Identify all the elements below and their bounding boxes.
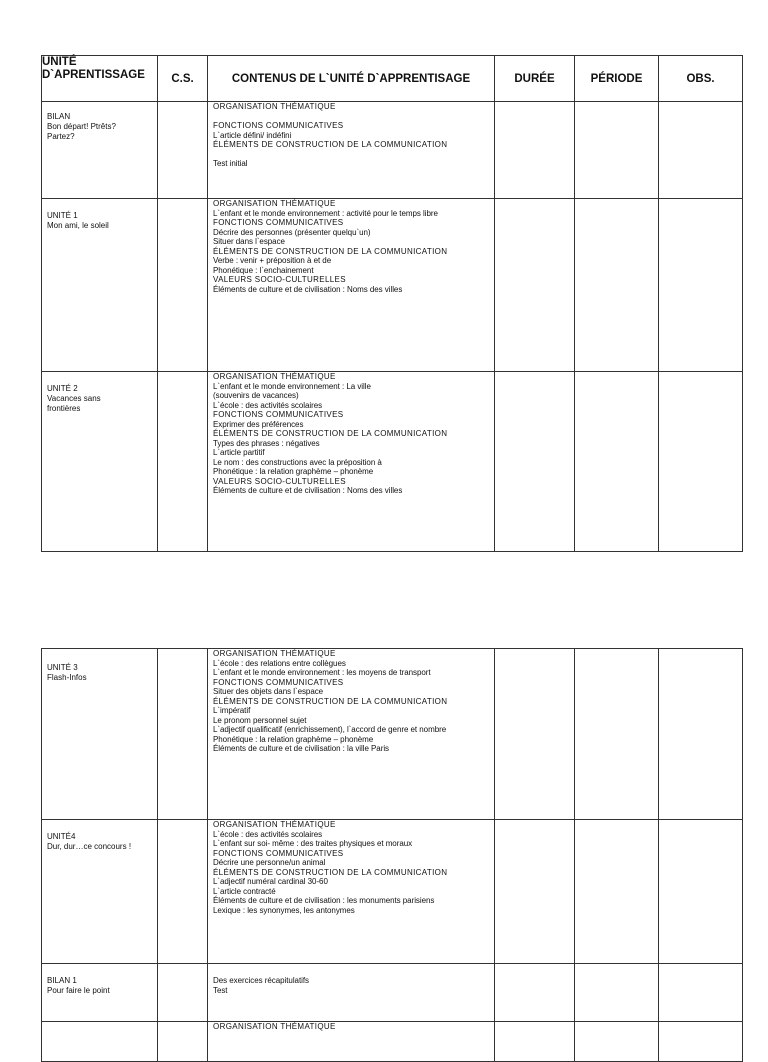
cs-cell [158, 372, 208, 552]
content-line: VALEURS SOCIO-CULTURELLES [213, 275, 346, 284]
content-line: ORGANISATION THÉMATIQUE [213, 649, 336, 658]
period-cell [575, 199, 659, 372]
content-line: FONCTIONS COMMUNICATIVES [213, 848, 344, 858]
content-line: Éléments de culture et de civilisation : la ville Paris [213, 744, 389, 753]
content-line: ORGANISATION THÉMATIQUE [213, 820, 336, 829]
table-row [42, 1022, 743, 1062]
content-cell [208, 1022, 495, 1062]
content-line: ORGANISATION THÉMATIQUE [213, 372, 336, 381]
header-cs: C.S. [158, 56, 208, 102]
content-line: Test [213, 985, 228, 995]
blank-line [213, 112, 490, 122]
content-lines [208, 372, 494, 496]
table-row [42, 964, 743, 1022]
content-line: Éléments de culture et de civilisation : les monuments parisiens [213, 896, 435, 905]
content-line: ÉLÉMENTS DE CONSTRUCTION DE LA COMMUNICATION [213, 696, 448, 706]
obs-cell [659, 199, 743, 372]
content-line: Le pronom personnel sujet [213, 715, 307, 725]
content-cell [208, 102, 495, 199]
obs-cell [659, 820, 743, 964]
duration-cell [495, 1022, 575, 1062]
obs-cell [659, 102, 743, 199]
obs-cell [659, 964, 743, 1022]
cs-cell [158, 649, 208, 820]
obs-cell [659, 372, 743, 552]
content-line: L`article partitif [213, 448, 265, 457]
header-content: CONTENUS DE L`UNITÉ D`APPRENTISAGE [208, 56, 495, 102]
content-line: L`article contracté [213, 886, 276, 896]
content-line: FONCTIONS COMMUNICATIVES [213, 121, 344, 130]
cs-cell [158, 1022, 208, 1062]
unit-title: UNITÉ 3 Flash-Infos [47, 663, 87, 683]
duration-cell [495, 649, 575, 820]
content-line: Phonétique : l`enchainement [213, 265, 314, 275]
content-line: Décrire une personne/un animal [213, 858, 326, 867]
content-line: Éléments de culture et de civilisation : Noms des villes [213, 284, 403, 294]
unit-cell [42, 964, 158, 1022]
period-cell [575, 372, 659, 552]
duration-cell [495, 820, 575, 964]
period-cell [575, 102, 659, 199]
content-line: FONCTIONS COMMUNICATIVES [213, 410, 344, 419]
content-cell [208, 199, 495, 372]
content-line: ORGANISATION THÉMATIQUE [213, 102, 336, 111]
table-row [42, 199, 743, 372]
content-line: FONCTIONS COMMUNICATIVES [213, 677, 344, 687]
content-line: FONCTIONS COMMUNICATIVES [213, 218, 344, 227]
header-period: PÉRIODE [575, 56, 659, 102]
header-duration: DURÉE [495, 56, 575, 102]
content-line: ÉLÉMENTS DE CONSTRUCTION DE LA COMMUNICATION [213, 246, 448, 256]
duration-cell [495, 372, 575, 552]
content-line: L`enfant sur soi- même : des traites physiques et moraux [213, 839, 413, 848]
content-line: Phonétique : la relation graphème – phonème [213, 734, 374, 744]
duration-cell [495, 102, 575, 199]
period-cell [575, 649, 659, 820]
content-line: Exprimer des préférences [213, 419, 304, 429]
obs-cell [659, 1022, 743, 1062]
period-cell [575, 820, 659, 964]
duration-cell [495, 964, 575, 1022]
content-line: Lexique : les synonymes, les antonymes [213, 905, 355, 915]
content-line: L`école : des relations entre collègues [213, 658, 346, 668]
content-lines [208, 1022, 494, 1032]
content-line: Situer des objets dans l`espace [213, 687, 324, 696]
content-cell [208, 964, 495, 1022]
content-line: VALEURS SOCIO-CULTURELLES [213, 476, 346, 486]
content-line: ORGANISATION THÉMATIQUE [213, 1022, 336, 1031]
content-line: L`adjectif qualificatif (enrichissement), l`accord de genre et nombre [213, 725, 447, 734]
content-cell [208, 372, 495, 552]
content-line: Test initial [213, 159, 248, 168]
table-row [42, 820, 743, 964]
obs-cell [659, 649, 743, 820]
unit-title: UNITÉ4 Dur, dur…ce concours ! [47, 832, 132, 852]
content-line: ÉLÉMENTS DE CONSTRUCTION DE LA COMMUNICATION [213, 140, 448, 149]
content-line: L`article défini/ indéfini [213, 130, 292, 140]
unit-cell [42, 199, 158, 372]
cs-cell [158, 199, 208, 372]
content-lines [208, 649, 494, 754]
content-line: (souvenirs de vacances) [213, 391, 299, 400]
table-row [42, 102, 743, 199]
unit-cell [42, 820, 158, 964]
blank-line [213, 150, 490, 160]
unit-title: UNITÉ 2 Vacances sans frontières [47, 384, 101, 414]
content-lines [208, 964, 494, 995]
content-lines [208, 102, 494, 169]
content-line: Phonétique : la relation graphème – phonème [213, 467, 374, 476]
duration-cell [495, 199, 575, 372]
unit-title: UNITÉ 1 Mon ami, le soleil [47, 211, 109, 231]
content-cell [208, 820, 495, 964]
unit-cell [42, 102, 158, 199]
header-obs: OBS. [659, 56, 743, 102]
content-line: L`impératif [213, 706, 251, 715]
unit-title: BILAN 1 Pour faire le point [47, 976, 110, 996]
unit-cell [42, 649, 158, 820]
cs-cell [158, 102, 208, 199]
period-cell [575, 1022, 659, 1062]
content-line: L`école : des activités scolaires [213, 829, 323, 839]
table-row [42, 372, 743, 552]
header-unit: UNITÉ D`APRENTISSAGE [42, 56, 158, 102]
content-line: Éléments de culture et de civilisation : Noms des villes [213, 486, 403, 495]
content-line: Situer dans l`espace [213, 237, 285, 246]
content-line: Décrire des personnes (présenter quelqu`un) [213, 227, 371, 237]
table-row [42, 649, 743, 820]
content-line: Le nom : des constructions avec la préposition à [213, 457, 382, 467]
unit-cell [42, 1022, 158, 1062]
content-line: ORGANISATION THÉMATIQUE [213, 199, 336, 208]
content-line: ÉLÉMENTS DE CONSTRUCTION DE LA COMMUNICATION [213, 429, 448, 438]
content-line: L`école : des activités scolaires [213, 400, 323, 410]
unit-title: BILAN Bon départ! Ptrêts? Partez? [47, 112, 116, 142]
content-cell [208, 649, 495, 820]
content-line: ÉLÉMENTS DE CONSTRUCTION DE LA COMMUNICATION [213, 867, 448, 877]
content-line: L`enfant et le monde environnement : La ville [213, 381, 371, 391]
content-lines [208, 820, 494, 915]
content-line: L`enfant et le monde environnement : activité pour le temps libre [213, 208, 438, 218]
curriculum-table-1 [41, 55, 743, 552]
period-cell [575, 964, 659, 1022]
unit-cell [42, 372, 158, 552]
content-line: L`enfant et le monde environnement : les moyens de transport [213, 668, 431, 677]
cs-cell [158, 820, 208, 964]
content-line: Des exercices récapitulatifs [213, 976, 309, 985]
content-line: Types des phrases : négatives [213, 438, 320, 448]
header-row [42, 56, 743, 102]
content-lines [208, 199, 494, 294]
curriculum-table-2 [41, 648, 743, 1062]
cs-cell [158, 964, 208, 1022]
content-line: Verbe : venir + préposition à et de [213, 256, 332, 265]
content-line: L`adjectif numéral cardinal 30-60 [213, 877, 328, 886]
